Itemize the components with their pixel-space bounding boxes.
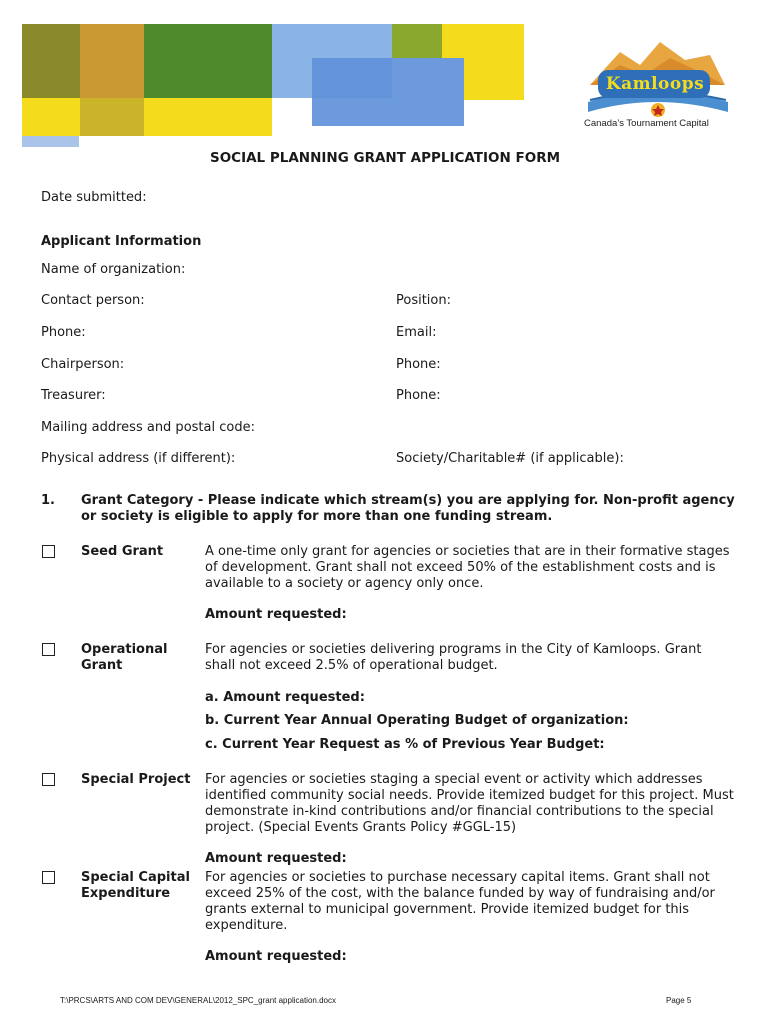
operational-grant-description: For agencies or societies delivering programs in the City of Kamloops. Grant shall not exceed 2.5% of operational budget. [205,642,702,673]
block-olive [22,24,80,98]
applicant-heading: Applicant Information [41,234,202,249]
contact-person-label: Contact person: [41,293,145,308]
physical-address-label: Physical address (if different): [41,451,236,466]
special-capital-name-line2: Expenditure [81,886,171,901]
block-lightblue-strip [22,136,79,147]
date-submitted-label: Date submitted: [41,190,147,205]
chairperson-label: Chairperson: [41,357,125,372]
operational-grant-name-line1: Operational [81,642,168,657]
section-number: 1. [41,493,55,508]
special-project-checkbox[interactable] [42,773,55,786]
footer-page: Page 5 [666,996,692,1005]
special-capital-description: For agencies or societies to purchase necessary capital items. Grant shall not exceed 25% of the cost, with the balance funded by way of fundraising and/or grants external to municipal government. Provide itemized budget for this expenditure. [205,870,715,933]
chair-phone-label: Phone: [396,357,441,372]
header-graphic [0,0,560,150]
special-capital-amount: Amount requested: [205,949,347,964]
page-title: SOCIAL PLANNING GRANT APPLICATION FORM [209,150,561,166]
operational-grant-checkbox[interactable] [42,643,55,656]
mailing-address-label: Mailing address and postal code: [41,420,255,435]
operational-grant-name-line2: Grant [81,658,123,673]
special-project-amount: Amount requested: [205,851,347,866]
logo-text: Kamloops [605,74,705,94]
operational-percent: c. Current Year Request as % of Previous Year Budget: [205,737,605,752]
email-label: Email: [396,325,437,340]
kamloops-logo [560,30,750,142]
phone-label: Phone: [41,325,86,340]
seed-grant-checkbox[interactable] [42,545,55,558]
seed-grant-description: A one-time only grant for agencies or societies that are in their formative stages of development. Grant shall not exceed 50% of the establishment costs and is available to a society or agency only once. [205,544,730,591]
block-yellow-left [22,98,272,136]
block-green [144,24,272,98]
society-number-label: Society/Charitable# (if applicable): [396,451,624,466]
footer-path: T:\PRCS\ARTS AND COM DEV\GENERAL\2012_SPC_grant application.docx [60,996,336,1005]
block-orange [80,24,144,98]
block-blue [312,58,464,126]
seed-grant-name: Seed Grant [81,544,164,559]
special-project-name: Special Project [81,772,191,787]
section-heading-line1: Grant Category - Please indicate which stream(s) you are applying for. Non-profit agency [81,493,735,508]
special-project-description: For agencies or societies staging a special event or activity which addresses identified community social needs. Provide itemized budget for this project. Must demonstrate in-kind contributions and/or financial contributions to the special project. (Special Events Grants Policy #GGL-15) [205,772,734,835]
organization-name-label: Name of organization: [41,262,186,277]
logo-tagline: Canada’s Tournament Capital [584,118,709,129]
operational-budget: b. Current Year Annual Operating Budget of organization: [205,713,629,728]
treasurer-label: Treasurer: [41,388,106,403]
operational-amount: a. Amount requested: [205,690,365,705]
position-label: Position: [396,293,451,308]
seed-grant-amount: Amount requested: [205,607,347,622]
special-capital-checkbox[interactable] [42,871,55,884]
block-olive-lower [80,98,144,136]
section-heading-line2: or society is eligible to apply for more than one funding stream. [81,509,553,524]
special-capital-name-line1: Special Capital [81,870,190,885]
block-olive-right [392,24,442,58]
treasurer-phone-label: Phone: [396,388,441,403]
block-yellow-right-lower [464,58,524,100]
